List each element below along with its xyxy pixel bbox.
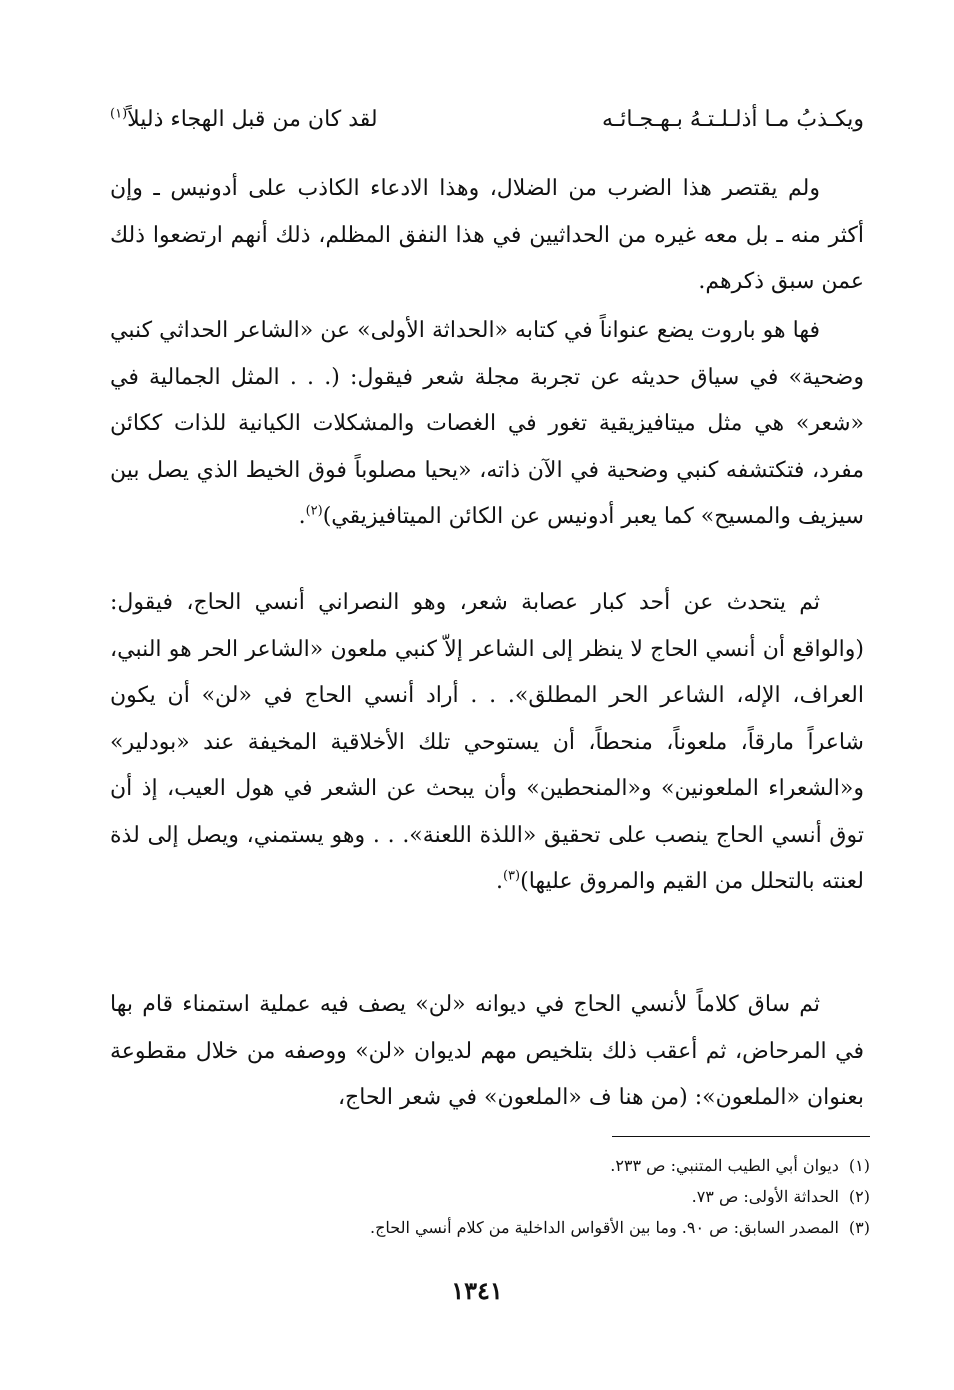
footnotes [90,1150,870,1243]
paragraph-4: ثم ساق كلاماً لأنسي الحاج في ديوانه «لن» يصف فيه عملية استمناء قام بها في المرحاض، ثم أعقب ذلك بتلخيص مهم لديوان «لن» ووصفه من خلال مقطوعة بعنوان «الملعون»: (من هنا ف «الملعون» في شعر الحاج، [110,992,864,1110]
paragraph-2: فها هو باروت يضع عنواناً في كتابه «الحداثة الأولى» عن «الشاعر الحداثي كنبي وضحية» في سياق حديثه عن تجربة مجلة شعر فيقول: (. . . المثل الجمالية في «شعر» هي مثل ميتافيزيقية تغور في الغصات والمشكلات الكيانية للذات ككائن مفرد، فتكتشفه كنبي وضحية في الآن ذاته، «يحيا مصلوباً فوق الخيط الذي يصل بين سيزيف والمسيح» كما يعبر أدونيس عن الكائن الميتافيزيقي)$^{(٢)}$. [110,318,864,529]
footnote-separator [612,1136,870,1137]
footnote-3: (٣)المصدر السابق: ص ٩٠. وما بين الأقواس الداخلية من كلام أنسي الحاج. [370,1218,870,1237]
footnote-ref-3: (٣) [502,868,521,884]
verse-hemistich-first: ويكـذبُ مـا أذلـلـتـهُ بـهـجـائـه [601,107,864,132]
poetry-verse [110,100,864,140]
footnote-ref-2: (٢) [305,503,323,519]
page-number: ١٣٤١ [451,1276,503,1305]
footnote-1: (١)ديوان أبي الطيب المتنبي: ص ٢٣٣. [610,1156,870,1175]
paragraph-1: ولم يقتصر هذا الضرب من الضلال، وهذا الادعاء الكاذب على أدونيس ـ وإن أكثر منه ـ بل معه غيره من الحداثيين في هذا النفق المظلم، ذلك أنهم ارتضعوا ذلك عمن سبق ذكرهم. [110,176,864,294]
verse-hemistich-second: لقد كان من قبل الهجاء ذليلاً$^{(١)}$ [110,106,378,132]
footnote-ref-1: (١) [110,106,128,122]
paragraph-3: ثم يتحدث عن أحد كبار عصابة شعر، وهو النصراني أنسي الحاج، فيقول: (والواقع أن أنسي الحاج لا ينظر إلى الشاعر إلاّ كنبي ملعون «الشاعر الحر هو النبي، العراف، الإله، الشاعر الحر المطلق». . . أراد أنسي الحاج في «لن» أن يكون شاعراً مارقاً، ملعوناً، منحطاً، أن يستوحي تلك الأخلاقية المخيفة عند «بودلير» و«الشعراء الملعونين» و«المنحطين» وأن يبحث عن الشعر في هول العيب، إذ أن توق أنسي الحاج ينصب على تحقيق «اللذة اللعنة». . . وهو يستمني، ويصل إلى لذة لعنته بالتحلل من القيم والمروق عليها)$^{(٣)}$. [110,590,864,894]
footnote-2: (٢)الحداثة الأولى: ص ٧٣. [691,1187,870,1206]
